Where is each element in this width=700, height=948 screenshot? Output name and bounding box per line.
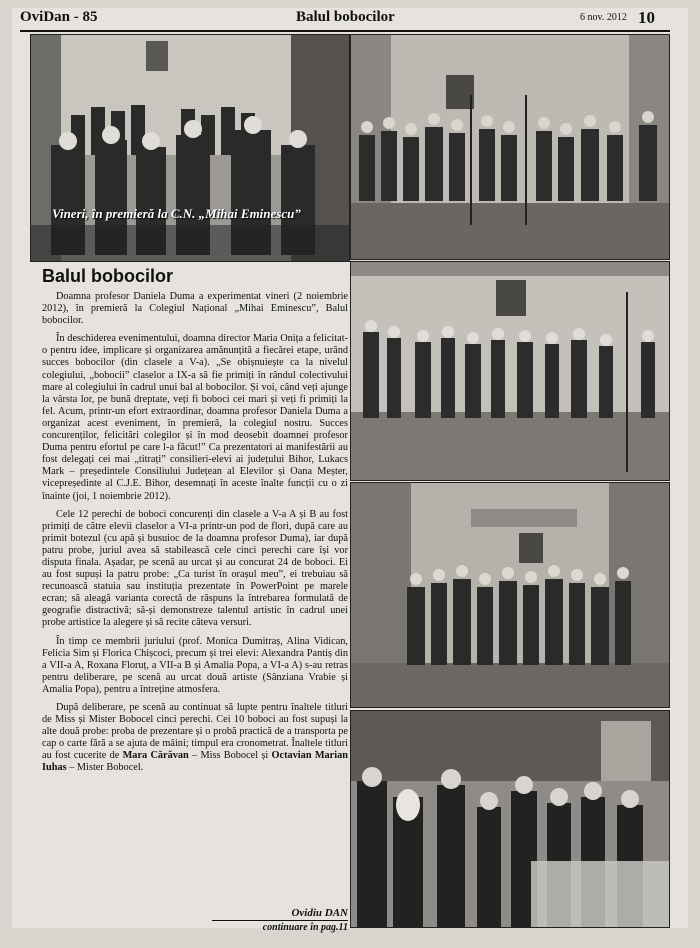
- article-paragraph: Doamna profesor Daniela Duma a experimentat vineri (2 noiembrie 2012), în premieră la Colegiul Național „Mihai Eminescu”, Balul bobocilor.: [42, 291, 348, 327]
- page-header: [20, 8, 680, 28]
- issue-date: 6 nov. 2012: [580, 12, 627, 23]
- photo-1-caption: Vineri, în premieră la C.N. „Mihai Eminescu”: [52, 206, 301, 221]
- photo-4: [350, 482, 670, 708]
- winner-miss: Mara Cărăvan: [122, 750, 189, 762]
- winner-miss-title: – Miss Bobocel și: [188, 750, 272, 762]
- page-number: 10: [638, 8, 655, 27]
- photo-1: [30, 34, 350, 262]
- article-paragraph: În deschiderea evenimentului, doamna director Maria Onița a felicitat-o pentru idee, implicare și organizarea amănunțită a fiecărei etape, urând succes bobocilor (din clasele a V-a). „Se obișnuiește ca la nivelul colegiului, „bobocii” claselor a IX-a să fie primiți în rândul colectivului mare al colegiului în cadrul unui bal al bobocilor. Și voi, când veți ajunge la vârsta lor, pe bună dreptate, veți fi boboci cei mari și veți fi primiți la fel. Acum, printr-un efort extraordinar, doamna profesor Daniela Duma a organizat acest eveniment, în premieră, la colegiul nostru. Succes concurenților, felicitări colegilor și în mod deosebit doamnei profesor Duma pentru efortul pe care l-a făcut!” Ca prezentatori ai manifestării au fost delegați cei mai „titrați” consilieri-elevi ai județului Bihor, Lukacs Mark – președintele Consiliului Județean al Elevilor și Oana Meșter, vicepreședinte al C.J.E. Bihor, desemnați în aceste înalte funcții cu o zi înainte (joi, 1 noiembrie 2012).: [42, 333, 348, 502]
- article-paragraph-final: [42, 702, 348, 775]
- header-divider: [20, 30, 670, 32]
- photo-5: [350, 710, 670, 928]
- article-paragraph: În timp ce membrii juriului (prof. Monica Dumitraș, Alina Vidican, Felicia Sim și Florica Chișcoci, precum și trei elevi: Alexandra Pantiș din a VII-a A, Roxana Floruț, a VII-a B și Amalia Popa, a VI-a A) s-au retras pentru deliberare, pe scenă au urcat două artiste (Sânziana Vrabie și Amalia Popa), pentru a întreține atmosfera.: [42, 635, 348, 695]
- article-author: Ovidiu DAN: [291, 907, 348, 919]
- article-body: [42, 291, 348, 781]
- article-paragraph-text: După deliberare, pe scenă au continuat să lupte pentru înaltele titluri de Miss și Mister Bobocel cinci perechi. Cei 10 boboci au fost supuși la alte două probe: proba de prezentare și o probă practică de a transporta pe cap o carte fără a se ajuta de mâini; timpul era cronometrat. Înaltele titluri au fost cucerite de: [42, 702, 348, 762]
- winner-mister-title: – Mister Bobocel.: [66, 762, 144, 774]
- article-title: Balul bobocilor: [42, 266, 174, 286]
- section-title: Balul bobocilor: [296, 9, 395, 25]
- newspaper-page: [12, 8, 688, 933]
- article-paragraph: Cele 12 perechi de boboci concurenți din clasele a V-a A și B au fost primiți de către elevii claselor a VI-a printr-un pod de flori, după care au primit botezul (cu apă și busuioc de la doamna profesor Duma), iar după patru probe, juriul avea să stabilească cele cinci perechi care își vor disputa finala. Așadar, pe scenă au urcat și au concurat 24 de boboci. Ei au fost supuși la patru probe: „Ca turist în orașul meu”, ei trebuiau să recunoască statuia sau instituția prezentate în PowerPoint pe marele ecran; să aleagă varianta corectă de răspuns la întrebarea formulată de geografie distractivă; să-și demonstreze talentul artistic în cadrul unei probe artistice la alegere și să recite câteva versuri.: [42, 508, 348, 629]
- winner-mister: Octavian Marian Iuhas: [42, 750, 348, 774]
- photo-3: [350, 261, 670, 481]
- photo-2: [350, 34, 670, 260]
- publication-issue: OviDan - 85: [20, 9, 98, 25]
- continuation-link[interactable]: continuare în pag.11: [212, 920, 348, 933]
